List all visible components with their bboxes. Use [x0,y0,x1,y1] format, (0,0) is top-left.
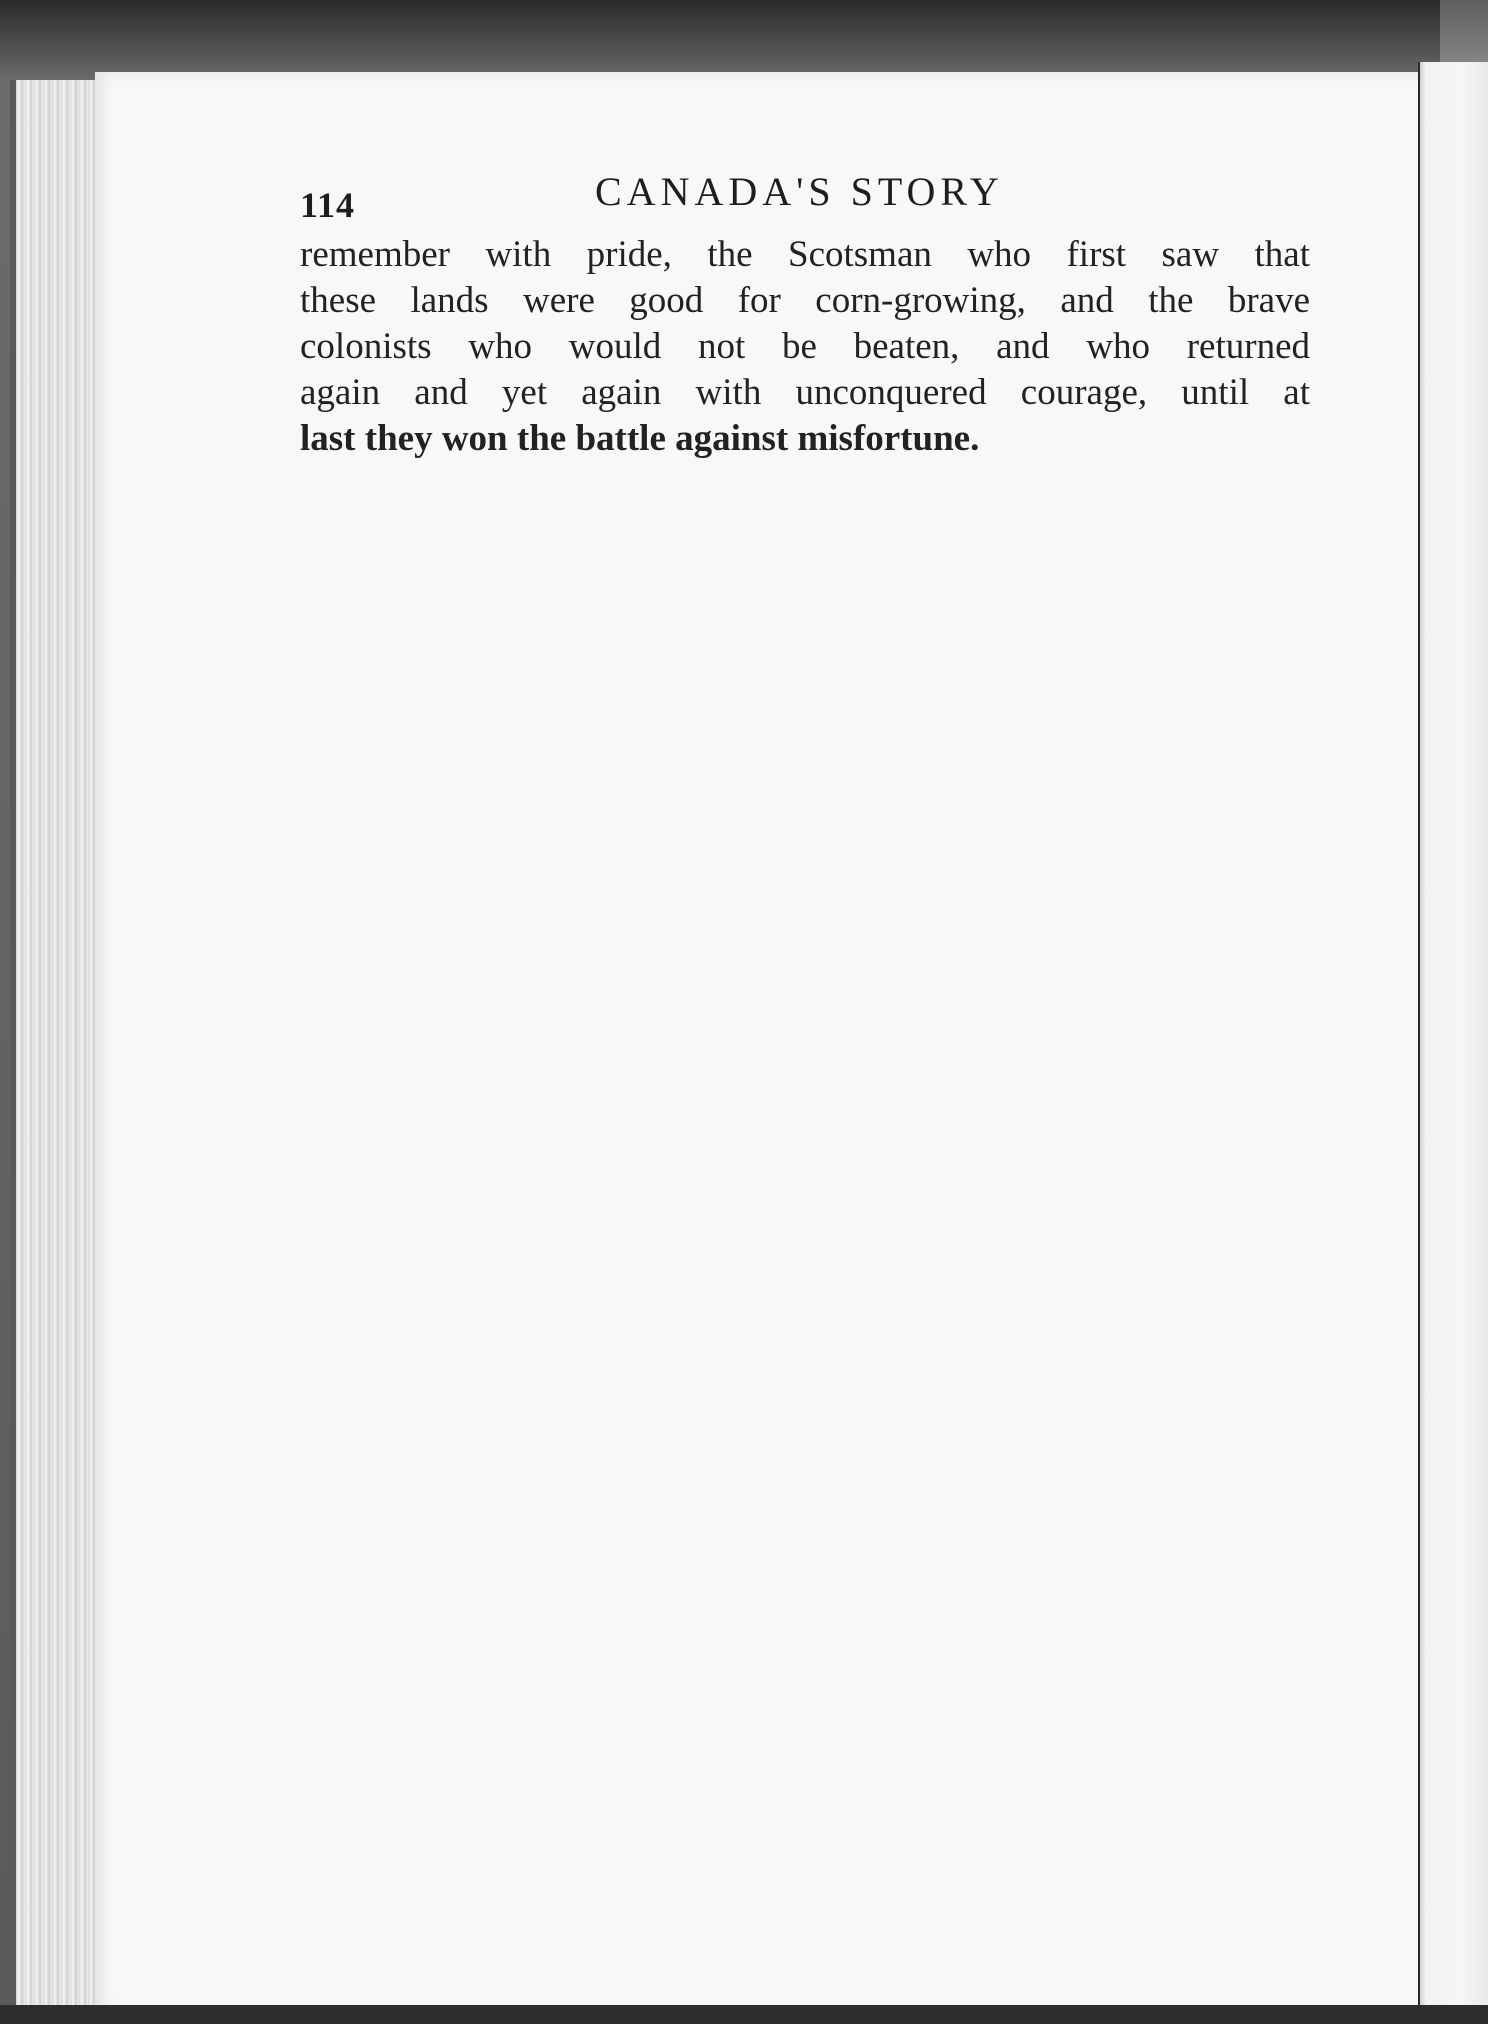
book-gutter [1418,62,1488,2024]
text-line: these lands were good for corn-growing, and the brave [300,280,1310,321]
text-line: again and yet again with unconquered courage, until at [300,372,1310,413]
page-number: 114 [300,185,356,225]
running-title: CANADA'S STORY [595,169,1004,214]
text-line: remember with pride, the Scotsman who first saw that [300,234,1310,275]
scan-bottom-edge [0,2005,1488,2024]
scan-corner [1440,0,1488,70]
text-line: colonists who would not be beaten, and who returned [300,326,1310,367]
text-line: last they won the battle against misfortune. [300,418,980,459]
body-paragraph [300,232,1310,462]
running-head [300,168,1320,228]
